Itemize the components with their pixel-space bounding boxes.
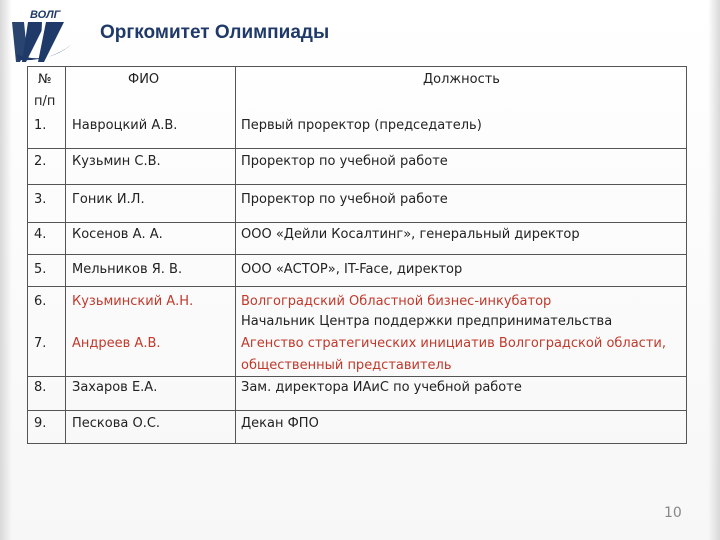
table-row: [28, 149, 686, 185]
page-title: Оргкомитет Олимпиады: [100, 22, 330, 43]
row-position: Зам. директора ИАиС по учебной работе: [241, 380, 522, 395]
row-position-line2: Начальник Центра поддержки предпринимательства: [241, 314, 613, 329]
table-row: [28, 377, 686, 411]
row-position: Декан ФПО: [241, 416, 319, 431]
row-num: 9.: [34, 416, 47, 431]
row-position: Первый проректор (председатель): [241, 118, 482, 133]
row-num: 3.: [34, 192, 47, 207]
row-name: Навроцкий А.В.: [72, 118, 178, 133]
header-name: ФИО: [128, 72, 160, 87]
header-position: Должность: [423, 72, 500, 87]
row-position: Проректор по учебной работе: [241, 154, 448, 169]
row-num: 6.: [34, 294, 47, 309]
table-row: [28, 287, 686, 333]
row-name: Кузьмин С.В.: [72, 154, 161, 169]
table-row: [28, 223, 686, 255]
row-position: ООО «Дейли Косалтинг», генеральный директор: [241, 227, 580, 242]
table-row: [28, 333, 686, 377]
header-num-sub: п/п: [34, 94, 56, 109]
row-name: Кузьминский А.Н.: [72, 294, 194, 309]
row-position: Проректор по учебной работе: [241, 192, 448, 207]
row-name: Пескова О.С.: [72, 416, 161, 431]
committee-table: [27, 66, 687, 444]
row-num: 2.: [34, 154, 47, 169]
row-name: Захаров Е.А.: [72, 380, 158, 395]
row-name: Мельников Я. В.: [72, 262, 183, 277]
row-num: 4.: [34, 227, 47, 242]
row-num: 1.: [34, 118, 47, 133]
row-name: Косенов А. А.: [72, 227, 163, 242]
header-num: №: [38, 72, 52, 87]
table-row: [28, 255, 686, 287]
university-logo: [6, 4, 76, 68]
row-num: 7.: [34, 336, 47, 351]
table-row: [28, 113, 686, 149]
row-num: 8.: [34, 380, 47, 395]
logo-text: ВОЛГ: [30, 9, 61, 21]
table-row: [28, 411, 686, 443]
row-num: 5.: [34, 262, 47, 277]
row-name: Андреев А.В.: [72, 336, 161, 351]
table-row: [28, 185, 686, 223]
row-position: ООО «АСТОР», IT-Face, директор: [241, 262, 463, 277]
row-position: Агенство стратегических инициатив Волгоградской области,: [241, 336, 666, 351]
page-number: 10: [664, 505, 682, 521]
row-name: Гоник И.Л.: [72, 192, 145, 207]
row-position-line2: общественный представитель: [241, 358, 452, 373]
row-position: Волгоградский Областной бизнес-инкубатор: [241, 294, 552, 309]
